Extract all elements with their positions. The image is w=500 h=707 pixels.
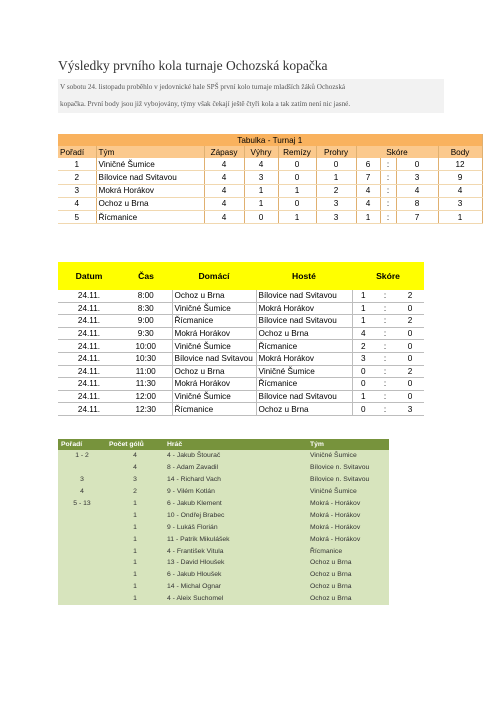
table-cell: Řícmanice	[172, 315, 256, 328]
table-cell: 1	[352, 302, 374, 315]
table-cell: Mokrá - Horákov	[307, 521, 389, 533]
table-row	[58, 352, 424, 365]
table-cell: 0	[278, 158, 316, 171]
table-cell: 9 - Lukáš Florián	[164, 521, 307, 533]
table-cell: :	[380, 171, 396, 184]
table-cell: 2	[106, 486, 164, 498]
table-cell: 24.11.	[58, 390, 120, 403]
table-cell: Bílovice nad Svitavou	[256, 290, 352, 302]
table-cell: 4 - František Vitula	[164, 545, 307, 557]
table-cell: Řícmanice	[96, 210, 204, 223]
table-cell: 24.11.	[58, 352, 120, 365]
table-cell: 0	[352, 403, 374, 416]
table-cell	[58, 581, 106, 593]
table-cell: Ochoz u Brna	[256, 403, 352, 416]
table-cell: 1	[106, 557, 164, 569]
table-cell: 1	[352, 290, 374, 302]
table-cell: 1	[244, 197, 278, 210]
table-cell: 13 - David Hloušek	[164, 557, 307, 569]
table-row	[58, 569, 389, 581]
table-row	[58, 390, 424, 403]
table-cell: 9:30	[120, 327, 172, 340]
table-cell: 1	[58, 158, 96, 171]
table-row	[58, 486, 389, 498]
table-cell: 11:30	[120, 378, 172, 391]
table-cell: 4	[396, 184, 438, 197]
table-cell: Bílovice n. Svitavou	[307, 462, 389, 474]
table-cell: 2	[396, 315, 424, 328]
table-cell: 4	[106, 462, 164, 474]
table-cell: 8 - Adam Zavadil	[164, 462, 307, 474]
table-cell: 4	[58, 486, 106, 498]
table-cell: 24.11.	[58, 340, 120, 353]
table-cell: 3	[58, 184, 96, 197]
table-row	[58, 581, 389, 593]
table-row	[58, 171, 482, 184]
table-cell: 1	[352, 390, 374, 403]
table-cell: Ochoz u Brna	[307, 557, 389, 569]
table-cell: 4	[204, 184, 244, 197]
table-row	[58, 533, 389, 545]
table-cell: Řícmanice	[256, 378, 352, 391]
table-row	[58, 197, 482, 210]
table-cell: Viničné Šumice	[307, 486, 389, 498]
table-cell: 1	[106, 521, 164, 533]
table-cell: 4 - Aleix Suchomel	[164, 593, 307, 605]
table-cell: 0	[396, 378, 424, 391]
table-cell: 4	[438, 184, 482, 197]
col-header: Remízy	[278, 146, 316, 158]
col-header: Body	[438, 146, 482, 158]
table-cell: :	[374, 290, 396, 302]
table-row	[58, 593, 389, 605]
table-cell: :	[380, 197, 396, 210]
table-row	[58, 403, 424, 416]
table-cell: Mokrá - Horákov	[307, 533, 389, 545]
table-cell: :	[374, 365, 396, 378]
table-cell: 24.11.	[58, 378, 120, 391]
table-cell: 2	[58, 171, 96, 184]
table-cell: :	[374, 390, 396, 403]
table-cell: 4	[356, 184, 380, 197]
table-cell: 0	[278, 171, 316, 184]
table-row	[58, 498, 389, 510]
table-cell: Mokrá - Horákov	[307, 498, 389, 510]
table-cell: 1	[106, 533, 164, 545]
table-cell: 5	[58, 210, 96, 223]
table-row	[58, 557, 389, 569]
table-cell: 3	[396, 171, 438, 184]
table-cell: 4	[204, 171, 244, 184]
table-cell: 6 - Jakub Hloušek	[164, 569, 307, 581]
standings-table	[58, 134, 483, 224]
table-cell: 0	[396, 327, 424, 340]
table-cell	[58, 569, 106, 581]
intro-paragraph	[58, 79, 444, 113]
table-cell: 6	[356, 158, 380, 171]
standings-caption: Tabulka - Turnaj 1	[58, 134, 482, 146]
table-cell: 11 - Patrik Mikulášek	[164, 533, 307, 545]
table-cell	[58, 533, 106, 545]
table-cell	[58, 509, 106, 521]
table-cell: 4	[244, 158, 278, 171]
table-cell: 10:30	[120, 352, 172, 365]
table-cell: 4	[204, 197, 244, 210]
table-cell: 4	[204, 210, 244, 223]
table-cell: Ochoz u Brna	[307, 581, 389, 593]
table-cell: 1	[106, 498, 164, 510]
table-cell: Bílovice nad Svitavou	[96, 171, 204, 184]
table-cell: Viničné Šumice	[172, 340, 256, 353]
table-cell: 2	[396, 290, 424, 302]
table-cell: Ochoz u Brna	[307, 593, 389, 605]
table-row	[58, 521, 389, 533]
table-cell: Ochoz u Brna	[172, 290, 256, 302]
table-cell: 4	[204, 158, 244, 171]
table-cell: Ochoz u Brna	[96, 197, 204, 210]
table-cell: Viničné Šumice	[307, 450, 389, 462]
table-cell: 0	[352, 378, 374, 391]
table-row	[58, 509, 389, 521]
table-cell: 3	[396, 403, 424, 416]
table-cell: 12:00	[120, 390, 172, 403]
col-header: Hosté	[256, 262, 352, 290]
table-cell: 7	[396, 210, 438, 223]
table-cell: 2	[396, 365, 424, 378]
matches-table	[58, 262, 424, 416]
table-cell: 24.11.	[58, 403, 120, 416]
table-cell: Mokrá Horákov	[172, 327, 256, 340]
table-cell: :	[374, 315, 396, 328]
table-cell: 2	[316, 184, 356, 197]
table-cell: 11:00	[120, 365, 172, 378]
table-cell: 24.11.	[58, 290, 120, 302]
table-row	[58, 315, 424, 328]
table-cell: Řícmanice	[256, 340, 352, 353]
table-cell: 1	[106, 581, 164, 593]
table-cell: 0	[396, 302, 424, 315]
col-header: Skóre	[352, 262, 424, 290]
table-cell: 14 - Michal Ognar	[164, 581, 307, 593]
table-cell: :	[380, 184, 396, 197]
table-cell: 0	[352, 365, 374, 378]
col-header: Datum	[58, 262, 120, 290]
table-row	[58, 340, 424, 353]
table-cell: 3	[316, 197, 356, 210]
table-cell: 1	[106, 545, 164, 557]
table-cell: 1	[316, 171, 356, 184]
table-cell: 2	[352, 340, 374, 353]
table-cell: 3	[244, 171, 278, 184]
table-cell: Ochoz u Brna	[307, 569, 389, 581]
table-cell: 8:30	[120, 302, 172, 315]
table-row	[58, 184, 482, 197]
table-cell: 7	[356, 171, 380, 184]
table-cell: 24.11.	[58, 302, 120, 315]
table-cell: 1	[278, 184, 316, 197]
table-cell: 10:00	[120, 340, 172, 353]
table-cell	[58, 521, 106, 533]
table-cell: Viničné Šumice	[172, 390, 256, 403]
col-header: Pořadí	[58, 439, 106, 450]
col-header: Tým	[307, 439, 389, 450]
intro-line: kopačka. První body jsou již vybojovány, týmy však čekají ještě čtyři kola a tak zatím není nic jasné.	[60, 100, 351, 108]
table-cell: 0	[278, 197, 316, 210]
table-cell: :	[380, 210, 396, 223]
table-row	[58, 210, 482, 223]
table-cell	[58, 545, 106, 557]
table-cell: 1	[438, 210, 482, 223]
table-cell: Mokrá Horákov	[256, 302, 352, 315]
table-cell: Bílovice nad Svitavou	[172, 352, 256, 365]
scorers-table	[58, 439, 389, 605]
table-cell: Viničné Šumice	[172, 302, 256, 315]
table-cell: 8	[396, 197, 438, 210]
col-header: Pořadí	[58, 146, 96, 158]
table-cell: 9	[438, 171, 482, 184]
table-cell: 10 - Ondřej Brabec	[164, 509, 307, 521]
col-header: Výhry	[244, 146, 278, 158]
table-cell: 1	[106, 509, 164, 521]
table-cell: Mokrá Horákov	[96, 184, 204, 197]
table-cell: 12:30	[120, 403, 172, 416]
table-cell: Ochoz u Brna	[172, 365, 256, 378]
table-cell: 12	[438, 158, 482, 171]
intro-line: V sobotu 24. listopadu proběhlo v jedovnické hale SPŠ první kolo turnaje mladších žáků Ochozská	[60, 83, 346, 91]
table-cell	[58, 557, 106, 569]
table-cell: 1 - 2	[58, 450, 106, 462]
table-cell: 3	[352, 352, 374, 365]
table-cell: 4	[356, 197, 380, 210]
col-header: Skóre	[356, 146, 438, 158]
table-cell: Řícmanice	[172, 403, 256, 416]
table-cell: 24.11.	[58, 315, 120, 328]
table-cell: Viničné Šumice	[256, 365, 352, 378]
col-header: Tým	[96, 146, 204, 158]
table-row	[58, 450, 389, 462]
table-row	[58, 290, 424, 302]
table-cell: :	[380, 158, 396, 171]
table-cell: 24.11.	[58, 365, 120, 378]
table-row	[58, 545, 389, 557]
table-row	[58, 302, 424, 315]
table-row	[58, 158, 482, 171]
table-cell: Mokrá Horákov	[172, 378, 256, 391]
table-cell: Bílovice n. Svitavou	[307, 474, 389, 486]
table-cell	[58, 462, 106, 474]
table-cell: 0	[316, 158, 356, 171]
table-cell	[58, 593, 106, 605]
table-cell: Ochoz u Brna	[256, 327, 352, 340]
table-cell: Viničné Šumice	[96, 158, 204, 171]
table-cell: 1	[106, 569, 164, 581]
table-cell: 1	[278, 210, 316, 223]
page-title: Výsledky prvního kola turnaje Ochozská kopačka	[58, 58, 328, 73]
table-cell: :	[374, 378, 396, 391]
table-cell: :	[374, 302, 396, 315]
table-cell: Bílovice nad Svitavou	[256, 315, 352, 328]
table-row	[58, 474, 389, 486]
table-row	[58, 365, 424, 378]
table-cell: :	[374, 403, 396, 416]
table-row	[58, 378, 424, 391]
table-cell: 4 - Jakub Štourač	[164, 450, 307, 462]
table-cell: 5 - 13	[58, 498, 106, 510]
table-cell: 0	[396, 390, 424, 403]
col-header: Zápasy	[204, 146, 244, 158]
table-row	[58, 327, 424, 340]
col-header: Počet gólů	[106, 439, 164, 450]
table-cell: 4	[106, 450, 164, 462]
table-cell: 3	[316, 210, 356, 223]
table-cell: 6 - Jakub Klement	[164, 498, 307, 510]
table-cell: 4	[352, 327, 374, 340]
table-cell: 1	[106, 593, 164, 605]
col-header: Prohry	[316, 146, 356, 158]
table-cell: 0	[244, 210, 278, 223]
table-cell: 3	[106, 474, 164, 486]
table-cell: Bílovice nad Svitavou	[256, 390, 352, 403]
table-cell: Řícmanice	[307, 545, 389, 557]
col-header: Hráč	[164, 439, 307, 450]
table-cell: 1	[356, 210, 380, 223]
table-cell: 1	[352, 315, 374, 328]
table-cell: 0	[396, 340, 424, 353]
table-cell: 0	[396, 158, 438, 171]
table-cell: :	[374, 352, 396, 365]
col-header: Domácí	[172, 262, 256, 290]
table-cell: 1	[244, 184, 278, 197]
table-row	[58, 462, 389, 474]
table-cell: 3	[58, 474, 106, 486]
table-cell: 9:00	[120, 315, 172, 328]
table-cell: 3	[438, 197, 482, 210]
table-cell: :	[374, 340, 396, 353]
table-cell: 4	[58, 197, 96, 210]
col-header: Čas	[120, 262, 172, 290]
table-cell: Mokrá - Horákov	[307, 509, 389, 521]
table-cell: 9 - Vilém Kotlán	[164, 486, 307, 498]
table-cell: 24.11.	[58, 327, 120, 340]
table-cell: 8:00	[120, 290, 172, 302]
table-cell: Mokrá Horákov	[256, 352, 352, 365]
table-cell: 0	[396, 352, 424, 365]
table-cell: :	[374, 327, 396, 340]
table-cell: 14 - Richard Vach	[164, 474, 307, 486]
